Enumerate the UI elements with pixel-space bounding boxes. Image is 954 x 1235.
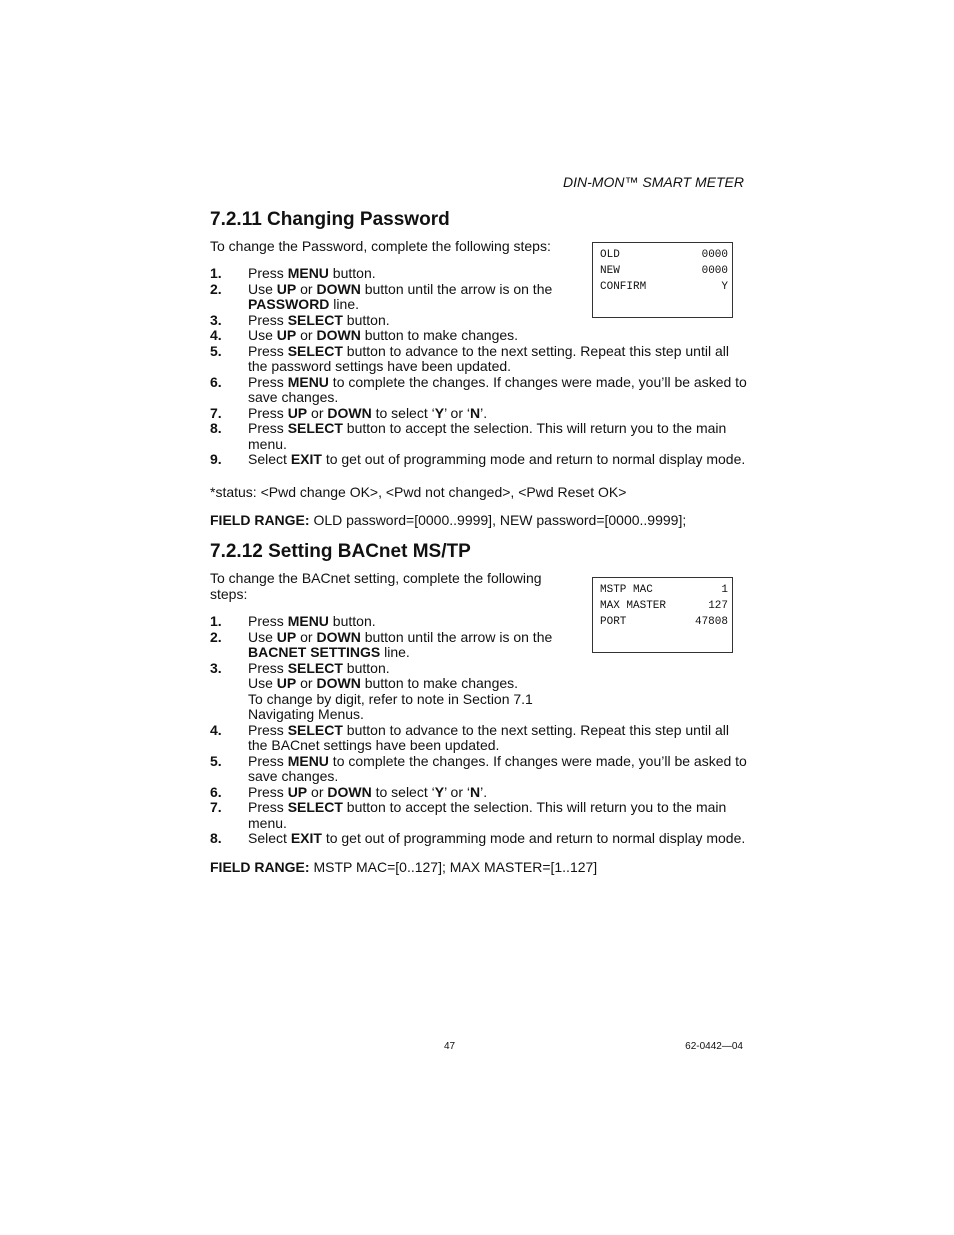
step-text: ’.: [480, 783, 488, 800]
step-item: [210, 344, 750, 375]
lcd-display-bacnet: [592, 577, 733, 653]
step-body: [248, 723, 750, 754]
step-body: [248, 421, 750, 452]
bold-term: EXIT: [290, 830, 322, 846]
section-intro: To change the BACnet setting, complete the following steps:: [210, 570, 542, 602]
step-text: button to make changes.: [360, 675, 519, 691]
step-item: [210, 785, 750, 801]
step-text: Press: [248, 311, 288, 328]
step-text: Press: [248, 373, 288, 390]
running-header: DIN-MON™ SMART METER: [563, 174, 744, 190]
bold-term: EXIT: [290, 451, 322, 467]
step-body: [248, 661, 568, 723]
step-body: [248, 266, 568, 282]
step-text: Press: [248, 265, 288, 281]
step-body: [248, 754, 750, 785]
field-range: [210, 512, 750, 528]
lcd-row: [593, 582, 732, 598]
bold-term: DOWN: [316, 280, 361, 297]
step-text: Press: [248, 752, 288, 769]
step-text: button to make changes.: [360, 327, 519, 343]
step-text: Press: [248, 342, 288, 359]
step-item: [210, 328, 750, 344]
step-text: or: [296, 327, 317, 343]
bold-term: PASSWORD: [248, 296, 330, 312]
step-text: Select: [248, 451, 291, 467]
step-number: 5.: [210, 752, 222, 769]
step-text: Use: [248, 628, 277, 645]
step-text: to select ‘: [371, 783, 435, 800]
bold-term: SELECT: [287, 342, 343, 359]
step-text: to get out of programming mode and return to normal display mode.: [321, 830, 746, 846]
field-range-label: FIELD RANGE:: [210, 858, 310, 875]
step-item: [210, 754, 750, 785]
step-body: [248, 785, 750, 801]
step-text: button.: [342, 659, 390, 676]
step-item: [210, 452, 750, 468]
bold-term: DOWN: [327, 404, 372, 421]
step-text: Select: [248, 830, 291, 846]
step-text: line.: [329, 296, 359, 312]
lcd-label: OLD: [600, 249, 620, 261]
bold-term: UP: [287, 404, 308, 421]
lcd-value: 1: [721, 584, 728, 596]
step-body: [248, 313, 568, 329]
step-number: 3.: [210, 659, 222, 676]
step-number: 1.: [210, 265, 222, 281]
step-number: 8.: [210, 830, 222, 846]
step-text: button to advance to the next setting. Repeat this step until all the password settings have been updated.: [248, 342, 729, 374]
step-text: button until the arrow is on the: [360, 280, 553, 297]
step-text: or: [296, 280, 317, 297]
step-number: 8.: [210, 420, 222, 436]
step-item: [210, 661, 750, 723]
step-number: 5.: [210, 342, 222, 359]
step-body: [248, 344, 750, 375]
step-number: 3.: [210, 311, 222, 328]
step-body: [248, 375, 750, 406]
step-body: [248, 452, 750, 468]
step-text: Use: [248, 280, 277, 297]
lcd-display-password: [592, 242, 733, 318]
lcd-value: 127: [708, 600, 728, 612]
step-item: [210, 723, 750, 754]
step-subline: [248, 676, 568, 692]
step-text: button.: [328, 265, 376, 281]
step-text: to complete the changes. If changes were made, you’ll be asked to save changes.: [248, 373, 747, 405]
bold-term: N: [470, 783, 481, 800]
bold-term: DOWN: [316, 628, 361, 645]
step-text: button to advance to the next setting. Repeat this step until all the BACnet settings have been updated.: [248, 721, 729, 753]
step-number: 9.: [210, 451, 222, 467]
step-text: to get out of programming mode and return to normal display mode.: [321, 451, 746, 467]
step-text: line.: [380, 644, 410, 660]
lcd-row: [593, 598, 732, 614]
step-text: or: [296, 675, 317, 691]
step-text: Press: [248, 799, 288, 815]
bold-term: MENU: [287, 613, 329, 629]
bold-term: Y: [434, 404, 445, 421]
lcd-row: [593, 247, 732, 263]
step-text: to select ‘: [371, 404, 435, 421]
bold-term: MENU: [287, 373, 329, 390]
lcd-row: [593, 614, 732, 630]
field-range-text: MSTP MAC=[0..127]; MAX MASTER=[1..127]: [309, 858, 598, 875]
step-text: button until the arrow is on the: [360, 628, 553, 645]
step-body: [248, 406, 750, 422]
step-text: to complete the changes. If changes were made, you’ll be asked to save changes.: [248, 752, 747, 784]
lcd-row: [593, 263, 732, 279]
step-text: or: [307, 404, 328, 421]
step-number: 6.: [210, 783, 222, 800]
lcd-label: PORT: [600, 616, 627, 628]
step-text: Use: [248, 327, 277, 343]
section-intro: To change the Password, complete the following steps:: [210, 238, 551, 254]
lcd-value: 0000: [701, 249, 728, 261]
step-text: Press: [248, 613, 288, 629]
bold-term: UP: [276, 280, 297, 297]
bold-term: UP: [276, 675, 297, 691]
bold-term: UP: [276, 628, 297, 645]
step-number: 4.: [210, 721, 222, 738]
lcd-label: MSTP MAC: [600, 584, 653, 596]
bold-term: UP: [287, 783, 308, 800]
step-item: [210, 831, 750, 847]
bold-term: SELECT: [287, 311, 343, 328]
document-number: 62-0442—04: [685, 1041, 743, 1052]
step-text: ’ or ‘: [444, 783, 471, 800]
step-text: or: [307, 783, 328, 800]
step-number: 7.: [210, 404, 222, 421]
step-text: To change by digit, refer to note in Section 7.1 Navigating Menus.: [248, 690, 533, 722]
step-text: Use: [248, 675, 277, 691]
step-text: Press: [248, 721, 288, 738]
step-number: 4.: [210, 327, 222, 343]
step-body: [248, 328, 750, 344]
step-number: 7.: [210, 799, 222, 815]
status-note: *status: <Pwd change OK>, <Pwd not changed>, <Pwd Reset OK>: [210, 483, 627, 500]
step-number: 2.: [210, 280, 222, 297]
step-number: 6.: [210, 373, 222, 390]
bold-term: N: [470, 404, 481, 421]
step-body: [248, 630, 568, 661]
step-subline: [248, 692, 568, 723]
lcd-label: MAX MASTER: [600, 600, 667, 612]
step-item: [210, 406, 750, 422]
step-item: [210, 800, 750, 831]
step-text: button.: [342, 311, 390, 328]
bold-term: Y: [434, 783, 445, 800]
step-text: Press: [248, 420, 288, 436]
page-number: 47: [444, 1041, 456, 1052]
step-text: or: [296, 628, 317, 645]
step-item: [210, 421, 750, 452]
step-text: ’.: [480, 404, 488, 421]
lcd-row: [593, 279, 732, 295]
step-number: 1.: [210, 613, 222, 629]
bold-term: MENU: [287, 265, 329, 281]
step-text: Press: [248, 404, 288, 421]
step-text: Press: [248, 783, 288, 800]
step-body: [248, 831, 750, 847]
step-text: button to accept the selection. This will return you to the main menu.: [248, 799, 727, 831]
bold-term: BACNET SETTINGS: [248, 644, 381, 660]
bold-term: DOWN: [316, 675, 361, 691]
bold-term: MENU: [287, 752, 329, 769]
bold-term: UP: [276, 327, 297, 343]
bold-term: DOWN: [327, 783, 372, 800]
section-heading: 7.2.11 Changing Password: [210, 209, 450, 230]
step-text: button to accept the selection. This will return you to the main menu.: [248, 420, 727, 452]
field-range-label: FIELD RANGE:: [210, 511, 310, 528]
lcd-label: CONFIRM: [600, 281, 647, 293]
lcd-value: 0000: [701, 265, 728, 277]
bold-term: SELECT: [287, 799, 343, 815]
field-range-text: OLD password=[0000..9999], NEW password=[0000..9999];: [309, 511, 687, 528]
field-range: [210, 859, 750, 875]
bold-term: SELECT: [287, 420, 343, 436]
lcd-value: 47808: [694, 616, 728, 628]
step-body: [248, 800, 750, 831]
step-item: [210, 375, 750, 406]
step-text: Press: [248, 659, 288, 676]
step-text: ’ or ‘: [444, 404, 471, 421]
lcd-label: NEW: [600, 265, 620, 277]
step-number: 2.: [210, 628, 222, 645]
lcd-value: Y: [721, 281, 728, 293]
step-body: [248, 282, 568, 313]
section-heading: 7.2.12 Setting BACnet MS/TP: [210, 541, 471, 562]
step-text: button.: [328, 613, 376, 629]
bold-term: SELECT: [287, 721, 343, 738]
bold-term: SELECT: [287, 659, 343, 676]
bold-term: DOWN: [316, 327, 361, 343]
step-body: [248, 614, 568, 630]
